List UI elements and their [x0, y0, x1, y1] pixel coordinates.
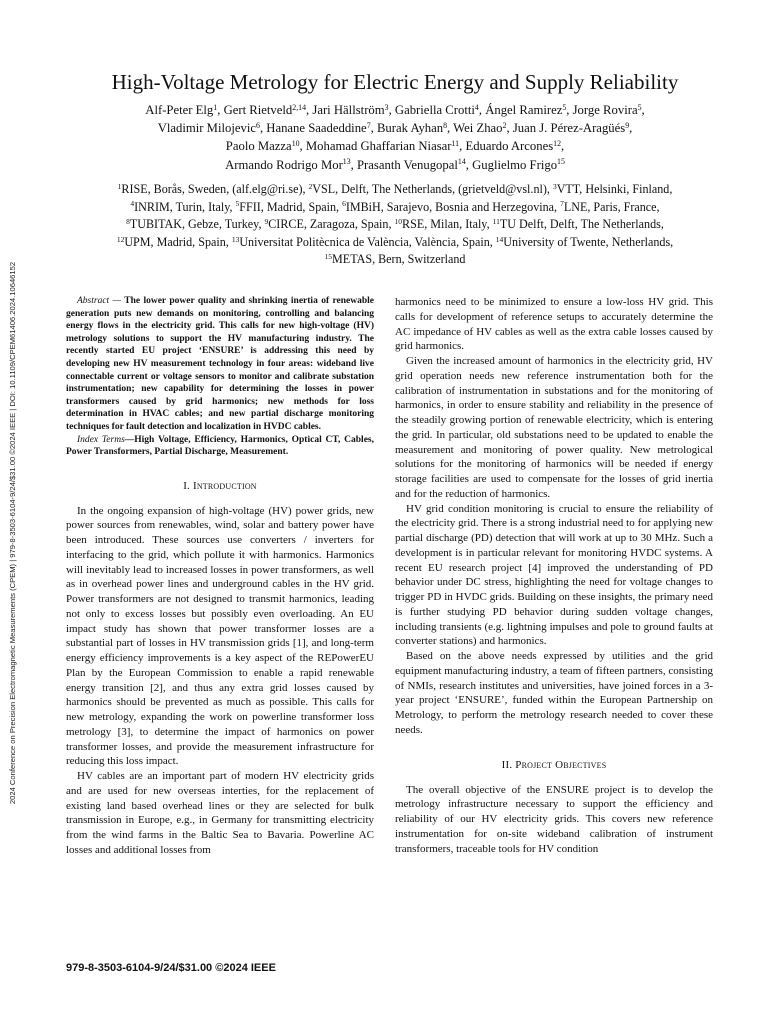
abstract-text: The lower power quality and shrinking inertia of renewable generation puts new demands on monitoring, controlling and balancing energy flows in the electricity grid. This calls for new high-voltage (HV) metrology solutions to support the HV manufacturing industry. The recently started EU project ‘ENSURE’ is addressing this need by developing new HV measurement technology in four areas: wideband live connectable current or voltage sensors to monitor and calibrate substation instrumentation; new capability for determining the losses in power transformers caused by grid harmonics; new methods for loss determination in HVAC cables; and new partial discharge monitoring techniques for fault detection and localization in HVDC cables.: [66, 296, 375, 432]
affiliation-list: $^1$RISE, Borås, Sweden, (alf.elg@ri.se), $^2$VSL, Delft, The Netherlands, (grietveld@vsl.nl), $^3$VTT, Helsinki, Finland, $^4$INRIM, Turin, Italy, $^5$FFII, Madrid, Spain, $^6$IMBiH, Sarajevo, Bosnia and Herzegovina, $^7$LNE, Paris, France, $^8$TUBITAK, Gebze, Turkey, $^9$CIRCE, Zaragoza, Spain, $^{10}$RSE, Milan, Italy, $^{11}$TU Delft, Delft, The Netherlands, $^{12}$UPM, Madrid, Spain, $^{13}$Universitat Politècnica de València, València, Spain, $^{14}$University of Twente, Netherlands, $^{15}$METAS, Bern, Switzerland: [116, 181, 674, 267]
affiliation: $^4$INRIM, Turin, Italy: [130, 199, 230, 214]
affiliation: $^9$CIRCE, Zaragoza, Spain: [264, 217, 389, 232]
affiliation: $^{11}$TU Delft, Delft, The Netherlands: [492, 217, 661, 232]
affiliation: $^{14}$University of Twente, Netherlands: [495, 234, 671, 249]
author: Ángel Ramirez$^5$: [485, 102, 567, 117]
index-terms-label: Index Terms: [77, 434, 125, 445]
body-paragraph: In the ongoing expansion of high-voltage (HV) power grids, new power sources from renewables, wind, solar and battery power have been introduced. These sources use converters / inverters for interfacing to the grid, which pollute it with harmonics. Harmonics will inevitably lead to increased losses in power transformers, as well as in overhead power lines and underground cables in the HV grid. Power transformers are not designed to transmit harmonics, leading not only to excess losses but possibly even overloading. An EU impact study has shown that power transformer losses are a substantial part of losses in HV transmission grids [1], and long-term energy efficiency improvements is a key aspect of the REPowerEU Plan by the European Commission to enable a rapid renewable energy transition [2], and thus any extra grid losses caused by harmonics should be prevented as much as possible. This calls for new metrology, expanding the work on powerline transformer loss metrology [3], to determine the impact of harmonics on power transformer losses, and provide the measurement infrastructure for reducing this loss impact.: [66, 504, 374, 768]
author: Prasanth Venugopal$^{14}$: [357, 157, 466, 172]
affiliation: $^5$FFII, Madrid, Spain: [235, 199, 337, 214]
author-list: Alf-Peter Elg$^1$, Gert Rietveld$^{2,14}$, Jari Hällström$^3$, Gabriella Crotti$^4$, Ángel Ramirez$^5$, Jorge Rovira$^5$, Vladimir Milojevic$^6$, Hanane Saadeddine$^7$, Burak Ayhan$^8$, Wei Zhao$^2$, Juan J. Pérez-Aragüés$^9$, Paolo Mazza$^{10}$, Mohamad Ghaffarian Niasar$^{11}$, Eduardo Arcones$^{12}$, Armando Rodrigo Mor$^{13}$, Prasanth Venugopal$^{14}$, Guglielmo Frigo$^{15}$: [145, 102, 645, 172]
affiliation: $^7$LNE, Paris, France: [560, 199, 657, 214]
right-column: [395, 295, 713, 856]
affiliation: $^6$IMBiH, Sarajevo, Bosnia and Herzegovina: [342, 199, 555, 214]
index-terms-text: —High Voltage, Efficiency, Harmonics, Optical CT, Cables, Power Transformers, Partial Discharge, Measurement.: [66, 434, 374, 458]
author: Wei Zhao$^2$: [453, 120, 507, 136]
body-paragraph: harmonics need to be minimized to ensure a low-loss HV grid. This calls for development of reference setups to accurately determine the AC impedance of HV cables as well as the extra cable losses caused by grid harmonics.: [395, 296, 713, 353]
author: Jorge Rovira$^5$: [572, 102, 642, 117]
body-paragraph: HV grid condition monitoring is crucial to ensure the reliability of the electricity grid. There is a strong industrial need to for applying new partial discharge (PD) detection that will work at up to 30 MHz. Such a development is in particular relevant for monitoring HVDC systems. A recent EU research project [4] improved the understanding of PD behavior under DC stress, highlighting the need for voltage changes to trigger PD in HVDC grids. Building on these insights, the primary need is further studying PD behavior during sudden voltage changes, including transients (e.g. lightning impulses and pole to ground faults at converter stations) and harmonics.: [395, 502, 713, 648]
author: Gabriella Crotti$^4$: [394, 102, 479, 117]
affiliation: $^{12}$UPM, Madrid, Spain: [116, 234, 226, 249]
author: Vladimir Milojevic$^6$: [157, 120, 260, 136]
abstract: [66, 295, 374, 459]
affiliation: $^{15}$METAS, Bern, Switzerland: [324, 252, 466, 267]
author: Guglielmo Frigo$^{15}$: [472, 157, 565, 172]
affiliation: $^8$TUBITAK, Gebze, Turkey: [126, 217, 259, 232]
abstract-label: Abstract —: [77, 296, 122, 306]
section-heading-introduction: I. Introduction: [183, 479, 257, 492]
abstract-paragraph: [66, 295, 374, 434]
author: Hanane Saadeddine$^7$: [266, 120, 371, 136]
author: Armando Rodrigo Mor$^{13}$: [225, 157, 351, 172]
author: Eduardo Arcones$^{12}$: [465, 139, 562, 154]
footer-isbn-copyright: 979-8-3503-6104-9/24/$31.00 ©2024 IEEE: [66, 962, 276, 974]
author: Juan J. Pérez-Aragüés$^9$: [512, 120, 630, 136]
author: Alf-Peter Elg$^1$: [145, 102, 218, 117]
section-heading-project-objectives: II. Project Objectives: [501, 758, 607, 771]
body-paragraph: The overall objective of the ENSURE project is to develop the metrology infrastructure necessary to support the efficiency and reliability of our HV electricity grids. This covers new reference instrumentation for on-site wideband calibration of instrument transformers, traceable tools for HV condition: [395, 783, 713, 855]
left-column: [66, 295, 374, 858]
author: Mohamad Ghaffarian Niasar$^{11}$: [305, 139, 460, 154]
author: Burak Ayhan$^8$: [376, 120, 448, 136]
author: Paolo Mazza$^{10}$: [225, 139, 300, 154]
affiliation: $^1$RISE, Borås, Sweden, (alf.elg@ri.se): [117, 181, 303, 196]
affiliation: $^{13}$Universitat Politècnica de València, València, Spain: [231, 234, 490, 249]
affiliation: $^{10}$RSE, Milan, Italy: [394, 217, 487, 232]
body-paragraph: Given the increased amount of harmonics in the electricity grid, HV grid operation needs new reference instrumentation both for the calibration of instrumentation in substations and for the monitoring of harmonics, in order to ensure stability and reliability in the presence of the steadily growing portion of renewable electricity, which is entering the grid. In particular, old substations need to be updated to enable the measurement and monitoring of power quality. New metrological solutions for the monitoring of harmonics will be needed if energy storage facilities are used to compensate for the losses of grid inertia and for the reduction of harmonics.: [395, 355, 713, 500]
author: Jari Hällström$^3$: [312, 102, 389, 117]
affiliation: $^2$VSL, Delft, The Netherlands, (grietveld@vsl.nl): [308, 181, 547, 196]
author: Gert Rietveld$^{2,14}$: [223, 102, 307, 117]
index-terms-paragraph: [66, 434, 374, 459]
body-paragraph: HV cables are an important part of modern HV electricity grids and are used for new overseas interties, for the replacement of existing land based overhead lines or they are selected for bulk transmission in Europe, e.g., in Germany for transmitting electricity from the wind farms in the Baltic Sea to Bavaria. Powerline AC losses and additional losses from: [66, 770, 374, 856]
affiliation: $^3$VTT, Helsinki, Finland: [552, 181, 670, 196]
side-margin-citation: 2024 Conference on Precision Electromagnetic Measurements (CPEM) | 979-8-3503-6104-9/24/$31.00 ©2024 IEEE | DOI: 10.1109/CPEM61406.2024.10646152: [8, 261, 17, 805]
body-paragraph: Based on the above needs expressed by utilities and the grid equipment manufacturing industry, a team of fifteen partners, consisting of NMIs, research institutes and universities, have joined forces in a 3-year project ‘ENSURE’, funded within the European Partnership on Metrology, to perform the metrology research needed to cover these needs.: [395, 650, 713, 736]
paper-title: High-Voltage Metrology for Electric Energy and Supply Reliability: [111, 70, 679, 94]
